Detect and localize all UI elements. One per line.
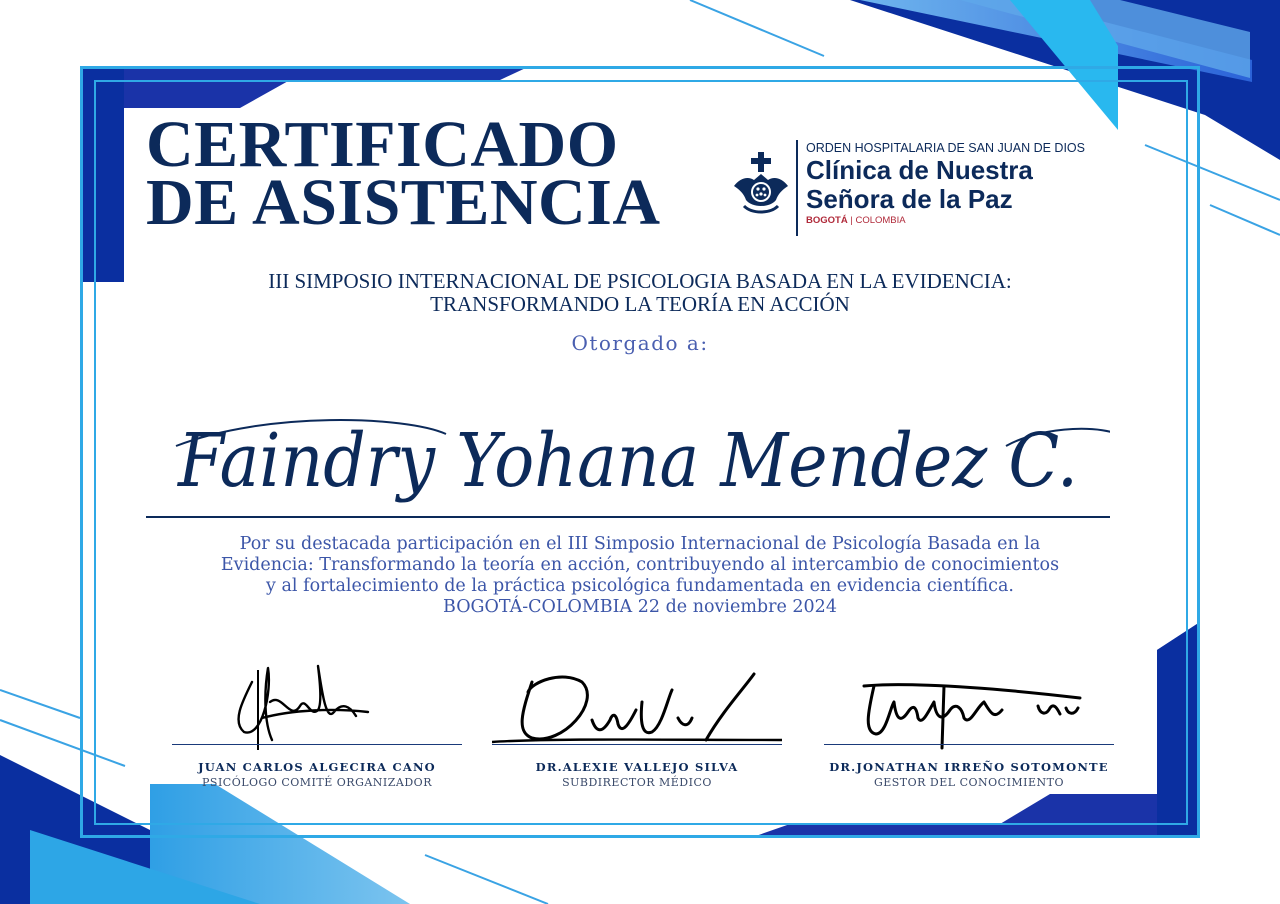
recipient-name-text: Faindry Yohana Mendez C. (176, 418, 1079, 504)
handwritten-signature-1 (172, 662, 462, 752)
logo-city: BOGOTÁ (806, 215, 848, 226)
signatory-name-2: DR.ALEXIE VALLEJO SILVA (535, 760, 739, 774)
signatory-role-1: PSICÓLOGO COMITÉ ORGANIZADOR (202, 776, 432, 789)
event-line-2: TRANSFORMANDO LA TEORÍA EN ACCIÓN (430, 292, 850, 316)
logo-name-line-2: Señora de la Paz (806, 184, 1013, 214)
logo-country: COLOMBIA (855, 215, 906, 226)
signature-block-2 (492, 662, 782, 802)
signature-block-1 (172, 662, 462, 802)
signatory-name-3: DR.JONATHAN IRREÑO SOTOMONTE (829, 760, 1109, 774)
logo-text-block (806, 140, 1085, 228)
handwritten-signature-3 (824, 662, 1114, 752)
signature-line-3 (824, 744, 1114, 745)
certificate-body (140, 534, 1140, 618)
logo-name-line-1: Clínica de Nuestra (806, 155, 1033, 185)
recipient-script (146, 406, 1110, 516)
body-line-3: y al fortalecimiento de la práctica psicológica fundamentada en evidencia científica. (266, 576, 1014, 596)
signature-line-1 (172, 744, 462, 745)
cross-pomegranate-emblem-icon (730, 150, 792, 220)
logo-organization: ORDEN HOSPITALARIA DE SAN JUAN DE DIOS (806, 141, 1085, 155)
title-line-2: DE ASISTENCIA (146, 166, 661, 239)
signatory-role-2: SUBDIRECTOR MÉDICO (562, 776, 712, 789)
event-name (120, 270, 1160, 316)
logo-location: BOGOTÁ | COLOMBIA (806, 215, 906, 226)
event-line-1: III SIMPOSIO INTERNACIONAL DE PSICOLOGIA BASADA EN LA EVIDENCIA: (268, 269, 1012, 293)
recipient-underline (146, 516, 1110, 518)
logo-divider (796, 140, 798, 236)
clinic-logo (730, 140, 1090, 240)
granted-label: Otorgado a: (571, 331, 709, 355)
signatory-name-1: JUAN CARLOS ALGECIRA CANO (198, 760, 436, 774)
place-date: BOGOTÁ-COLOMBIA 22 de noviembre 2024 (443, 597, 837, 617)
certificate-title (146, 108, 661, 239)
signature-line-2 (492, 744, 782, 745)
recipient-name (146, 406, 1110, 516)
title-line-1: CERTIFICADO (146, 108, 619, 181)
signatory-role-3: GESTOR DEL CONOCIMIENTO (873, 776, 1065, 789)
signature-block-3 (824, 662, 1114, 802)
body-line-1: Por su destacada participación en el III Simposio Internacional de Psicología Basada en la (239, 534, 1041, 554)
body-line-2: Evidencia: Transformando la teoría en acción, contribuyendo al intercambio de conocimientos (220, 555, 1060, 575)
handwritten-signature-2 (492, 662, 782, 752)
